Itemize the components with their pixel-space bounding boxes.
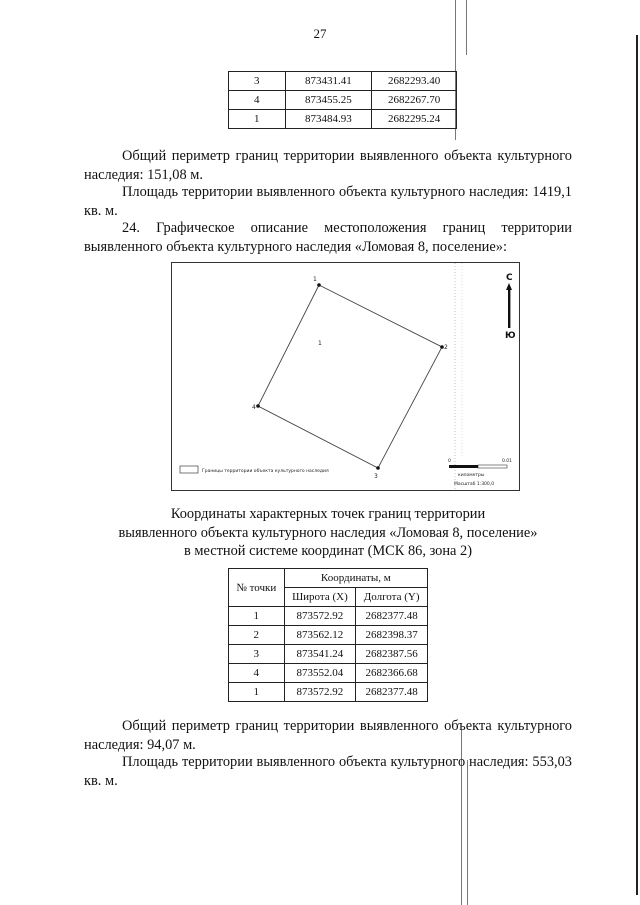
caption-line-3: в местной системе координат (МСК 86, зона 2) xyxy=(183,543,473,559)
scan-edge-line xyxy=(466,0,467,55)
latitude-cell: 873455.25 xyxy=(285,91,372,110)
table-row xyxy=(229,72,457,91)
longitude-cell: 2682295.24 xyxy=(372,110,457,129)
vertex-marker xyxy=(317,283,321,287)
table-row xyxy=(229,645,428,664)
scale-segment-dark xyxy=(449,465,478,468)
longitude-cell: 2682293.40 xyxy=(372,72,457,91)
area-value: 1419,1 кв. м. xyxy=(84,184,572,219)
perimeter-paragraph-2 xyxy=(84,717,572,754)
point-number-cell: 1 xyxy=(229,607,285,626)
scale-zero-label: 0 xyxy=(448,459,451,464)
perimeter-value: культурного наследия: 94,07 м. xyxy=(84,718,572,753)
scan-edge-line xyxy=(636,35,638,895)
page-number: 27 xyxy=(313,26,327,41)
area-paragraph-1 xyxy=(84,183,572,220)
longitude-cell: 2682366.68 xyxy=(356,664,428,683)
scale-bar xyxy=(448,458,512,487)
compass-rose xyxy=(505,273,516,341)
scale-unit-label: километры xyxy=(458,473,485,478)
point-number-cell: 4 xyxy=(229,664,285,683)
perimeter-value: культурного наследия: 151,08 м. xyxy=(84,148,572,183)
latitude-cell: 873552.04 xyxy=(284,664,356,683)
vertex-marker xyxy=(256,404,260,408)
point-number-cell: 1 xyxy=(229,683,285,702)
scale-segment-light xyxy=(478,465,507,468)
vertex-label-3: 3 xyxy=(374,473,378,480)
table-row xyxy=(229,664,428,683)
perimeter-paragraph-1 xyxy=(84,147,572,184)
section-24-paragraph: 24. Графическое описание местоположения границ территории выявленного объекта культурного наследия «Ломовая 8, поселение»: xyxy=(84,220,572,255)
table-row xyxy=(229,91,457,110)
area-paragraph-2 xyxy=(84,753,572,790)
header-longitude: Долгота (Y) xyxy=(356,588,428,607)
perimeter-label: Общий периметр границ территории выявленного объекта xyxy=(122,718,492,734)
vertex-label-4: 4 xyxy=(252,404,256,411)
longitude-cell: 2682267.70 xyxy=(372,91,457,110)
legend xyxy=(180,466,329,474)
latitude-cell: 873562.12 xyxy=(284,626,356,645)
scale-ratio-label: Масштаб 1:300,0 xyxy=(454,482,495,487)
point-number-cell: 3 xyxy=(229,72,286,91)
area-label: Площадь территории выявленного объекта культурного наследия: xyxy=(122,184,529,200)
area-value: 553,03 кв. м. xyxy=(84,754,572,789)
table-row xyxy=(229,683,428,702)
legend-text: Границы территории объекта культурного наследия xyxy=(202,469,329,474)
latitude-cell: 873572.92 xyxy=(284,683,356,702)
vertex-label-2: 2 xyxy=(444,344,448,351)
point-number-cell: 2 xyxy=(229,626,285,645)
vertex-marker xyxy=(376,466,380,470)
boundary-map-svg xyxy=(172,263,520,491)
latitude-cell: 873431.41 xyxy=(285,72,372,91)
header-latitude: Широта (X) xyxy=(284,588,356,607)
north-arrow-icon xyxy=(506,283,512,290)
point-number-cell: 4 xyxy=(229,91,286,110)
coordinates-table-continued xyxy=(228,71,457,129)
scale-end-label: 0.01 xyxy=(502,459,513,464)
longitude-cell: 2682377.48 xyxy=(356,683,428,702)
table-caption xyxy=(84,505,572,561)
compass-shaft xyxy=(508,290,510,328)
point-number-cell: 3 xyxy=(229,645,285,664)
legend-swatch xyxy=(180,466,198,473)
latitude-cell: 873572.92 xyxy=(284,607,356,626)
longitude-cell: 2682377.48 xyxy=(356,607,428,626)
latitude-cell: 873484.93 xyxy=(285,110,372,129)
perimeter-label: Общий периметр границ территории выявленного объекта xyxy=(122,148,492,164)
vertex-label-1: 1 xyxy=(313,276,317,283)
boundary-map xyxy=(171,262,520,491)
table-row xyxy=(229,626,428,645)
caption-line-2: выявленного объекта культурного наследия «Ломовая 8, поселение» xyxy=(118,524,538,541)
caption-line-1: Координаты характерных точек границ территории xyxy=(170,506,486,522)
table-row xyxy=(229,607,428,626)
point-number-cell: 1 xyxy=(229,110,286,129)
boundary-polygon xyxy=(258,285,442,468)
header-coordinates: Координаты, м xyxy=(284,569,427,588)
longitude-cell: 2682398.37 xyxy=(356,626,428,645)
north-label: С xyxy=(506,273,513,283)
latitude-cell: 873541.24 xyxy=(284,645,356,664)
center-label: 1 xyxy=(318,340,322,347)
south-label: Ю xyxy=(505,331,516,341)
coordinates-table xyxy=(228,568,428,702)
table-row xyxy=(229,110,457,129)
longitude-cell: 2682387.56 xyxy=(356,645,428,664)
header-point-number: № точки xyxy=(229,569,285,607)
area-label: Площадь территории выявленного объекта культурного наследия: xyxy=(122,754,529,770)
